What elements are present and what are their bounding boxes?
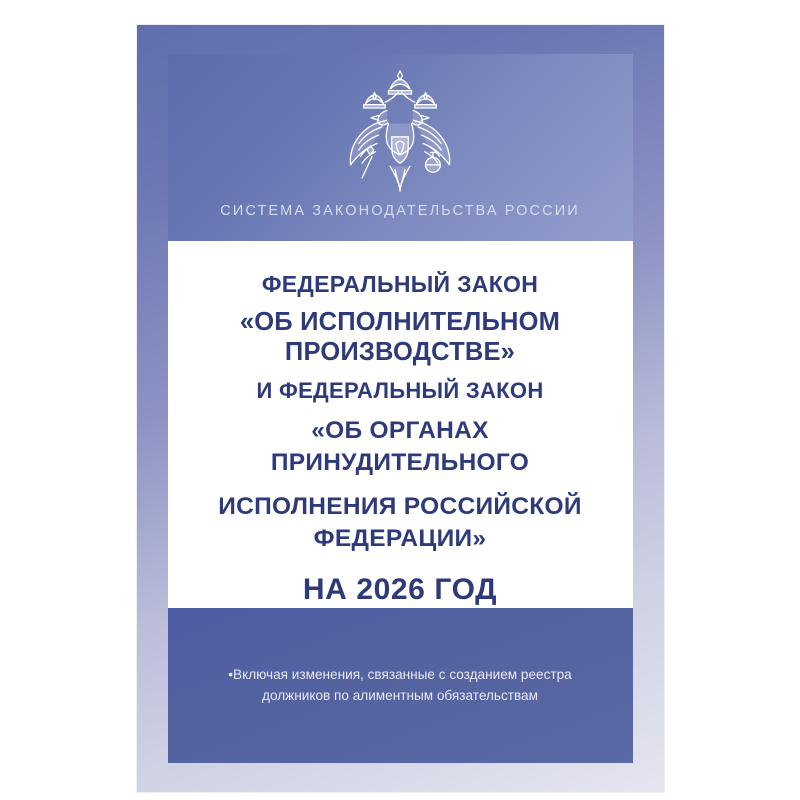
book-cover	[137, 25, 664, 792]
note-block	[228, 664, 571, 706]
title-line-3: И ФЕДЕРАЛЬНЫЙ ЗАКОН	[256, 378, 544, 404]
emblem-band	[168, 54, 633, 241]
series-caption: СИСТЕМА ЗАКОНОДАТЕЛЬСТВА РОССИИ	[220, 202, 580, 219]
title-line-2: «ОБ ИСПОЛНИТЕЛЬНОМ ПРОИЗВОДСТВЕ»	[239, 307, 561, 366]
title-block	[168, 241, 633, 608]
note-line-2: должников по алиментным обязательствам	[262, 688, 538, 704]
title-line-4: «ОБ ОРГАНАХ ПРИНУДИТЕЛЬНОГО	[270, 416, 530, 476]
cover-inner-frame	[168, 54, 633, 763]
note-band	[168, 608, 633, 763]
russian-double-headed-eagle-emblem	[316, 66, 484, 206]
title-line-5: ИСПОЛНЕНИЯ РОССИЙСКОЙ ФЕДЕРАЦИИ»	[218, 492, 582, 552]
title-line-1: ФЕДЕРАЛЬНЫЙ ЗАКОН	[261, 270, 539, 297]
note-line-1: •Включая изменения, связанные с созданием реестра	[228, 667, 572, 683]
title-year: НА 2026 ГОД	[302, 573, 498, 607]
